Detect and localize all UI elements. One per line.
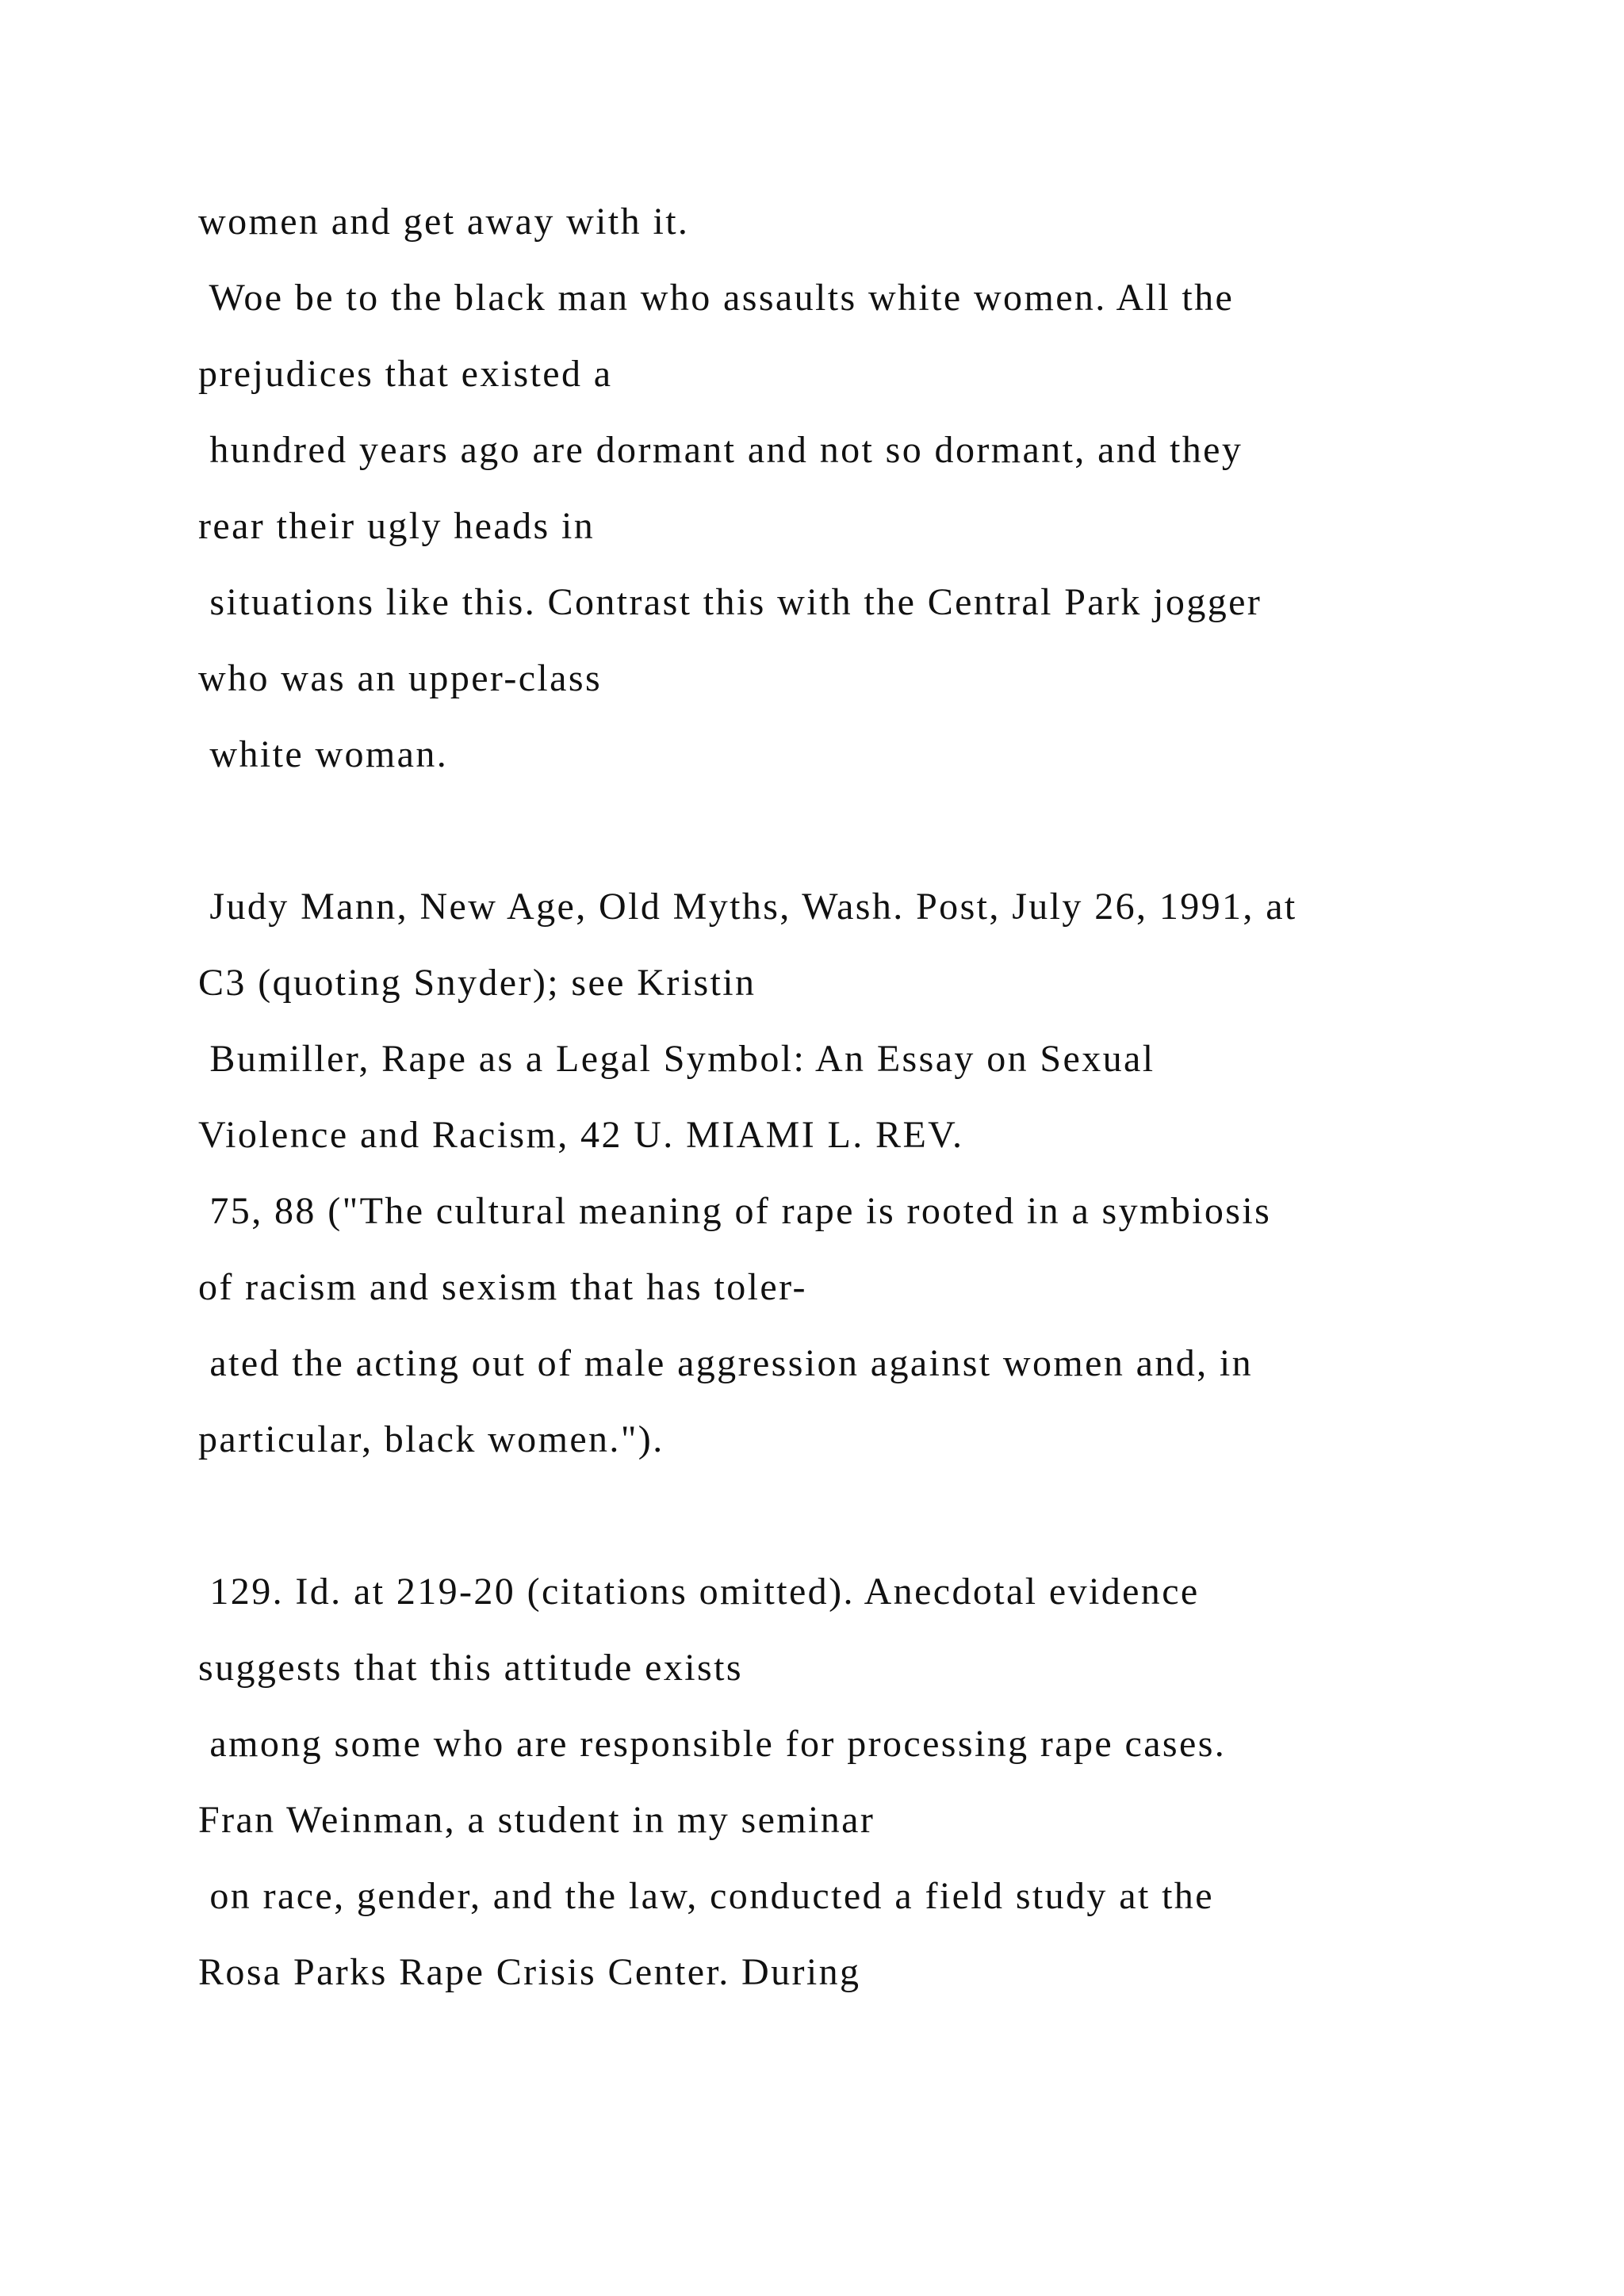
text-line: 75, 88 ("The cultural meaning of rape is rooted in a symbiosis (198, 1190, 1272, 1232)
text-line: particular, black women."). (198, 1418, 665, 1460)
text-line: hundred years ago are dormant and not so dormant, and they (198, 429, 1243, 471)
text-line: who was an upper-class (198, 657, 603, 699)
text-line: ated the acting out of male aggression against women and, in (198, 1342, 1254, 1384)
text-line: among some who are responsible for processing rape cases. (198, 1723, 1227, 1765)
text-line: on race, gender, and the law, conducted a field study at the (198, 1875, 1214, 1917)
text-line: Woe be to the black man who assaults white women. All the (198, 277, 1235, 319)
text-line: white woman. (198, 733, 449, 775)
text-line: Judy Mann, New Age, Old Myths, Wash. Post, July 26, 1991, at (198, 886, 1297, 928)
text-line: Rosa Parks Rape Crisis Center. During (198, 1951, 861, 1993)
text-line: Bumiller, Rape as a Legal Symbol: An Essay on Sexual (198, 1038, 1155, 1080)
paragraph-gap (198, 793, 1515, 869)
text-line: of racism and sexism that has toler- (198, 1266, 807, 1308)
text-line: women and get away with it. (198, 201, 690, 243)
text-line: prejudices that existed a (198, 353, 613, 395)
text-line: 129. Id. at 219-20 (citations omitted). Anecdotal evidence (198, 1571, 1200, 1613)
document-body (198, 184, 1515, 2011)
text-line: Violence and Racism, 42 U. MIAMI L. REV. (198, 1114, 964, 1156)
text-line: suggests that this attitude exists (198, 1647, 743, 1689)
text-line: situations like this. Contrast this with the Central Park jogger (198, 581, 1262, 623)
paragraph-gap (198, 1478, 1515, 1554)
text-line: C3 (quoting Snyder); see Kristin (198, 962, 756, 1004)
text-line: rear their ugly heads in (198, 505, 596, 547)
text-line: Fran Weinman, a student in my seminar (198, 1799, 875, 1841)
